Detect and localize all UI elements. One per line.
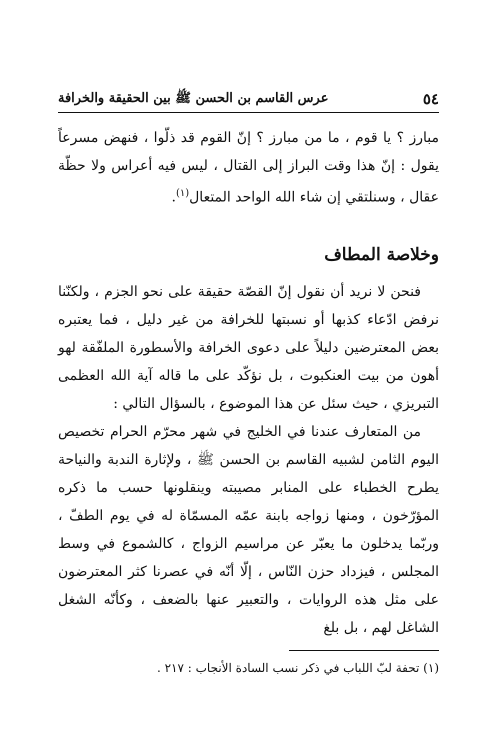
footnote-number: (١) <box>423 661 439 675</box>
header-rule <box>58 112 439 113</box>
footnote-text: تحفة لبّ اللباب في ذكر نسب السادة الأنجاب : ٢١٧ . <box>156 661 420 675</box>
paragraph-2: فنحن لا نريد أن نقول إنّ القصّة حقيقة على نحو الجزم ، ولكنّنا نرفض ادّعاء كذبها أو نسبتها للخرافة من غير دليل ، فما يعتبره بعض المعترضين دليلاً على دعوى الخرافة والأسطورة الملفّقة لهو أهون من بيت العنكبوت ، بل نؤكّد على ما قاله آية الله العظمى التبريزي ، حيث سئل عن هذا الموضوع ، بالسؤال التالي : <box>58 283 439 412</box>
page-number: ٥٤ <box>422 90 439 108</box>
footnote <box>58 658 439 678</box>
body-text <box>58 124 439 642</box>
paragraph-1: مبارز ؟ يا قوم ، ما من مبارز ؟ إنّ القوم قد ذلّوا ، فنهض مسرعاً يقول : إنّ هذا وقت البراز إلى القتال ، ليس فيه أعراس ولا حظّة عقال ، وسنلتقي إن شاء الله الواحد المتعال$^{(١)}$. <box>58 130 439 206</box>
paragraph-1-text: مبارز ؟ يا قوم ، ما من مبارز ؟ إنّ القوم قد ذلّوا ، فنهض مسرعاً يقول : إنّ هذا وقت البراز إلى القتال ، ليس فيه أعراس ولا حظّة عقال ، وسنلتقي إن شاء الله الواحد المتعال <box>58 130 439 206</box>
paragraph-3: من المتعارف عندنا في الخليج في شهر محرّم الحرام تخصيص اليوم الثامن لشبيه القاسم بن الحسن ﷺ ، ولإثارة الندبة والنياحة يطرح الخطباء على المنابر مصيبته وينقلونها حسب ما ذكره المؤرّخون ، ومنها زواجه بابنة عمّه المسمّاة له في يوم الطفّ ، وربّما يدخلون ما يعبّر عن مراسيم الزواج ، كالشموع في وسط المجلس ، فيزداد حزن النّاس ، إلّا أنّه في عصرنا كثر المعترضون على مثل هذه الروايات ، والتعبير عنها بالضعف ، وكأنّه الشغل الشاغل لهم ، بل بلغ <box>58 423 439 636</box>
footnote-rule <box>289 650 439 651</box>
running-title: عرس القاسم بن الحسن ﷺ بين الحقيقة والخرافة <box>58 90 329 106</box>
section-title: وخلاصة المطاف <box>324 244 439 265</box>
page-header <box>58 88 439 110</box>
footnote-marker: (١) <box>175 188 190 199</box>
